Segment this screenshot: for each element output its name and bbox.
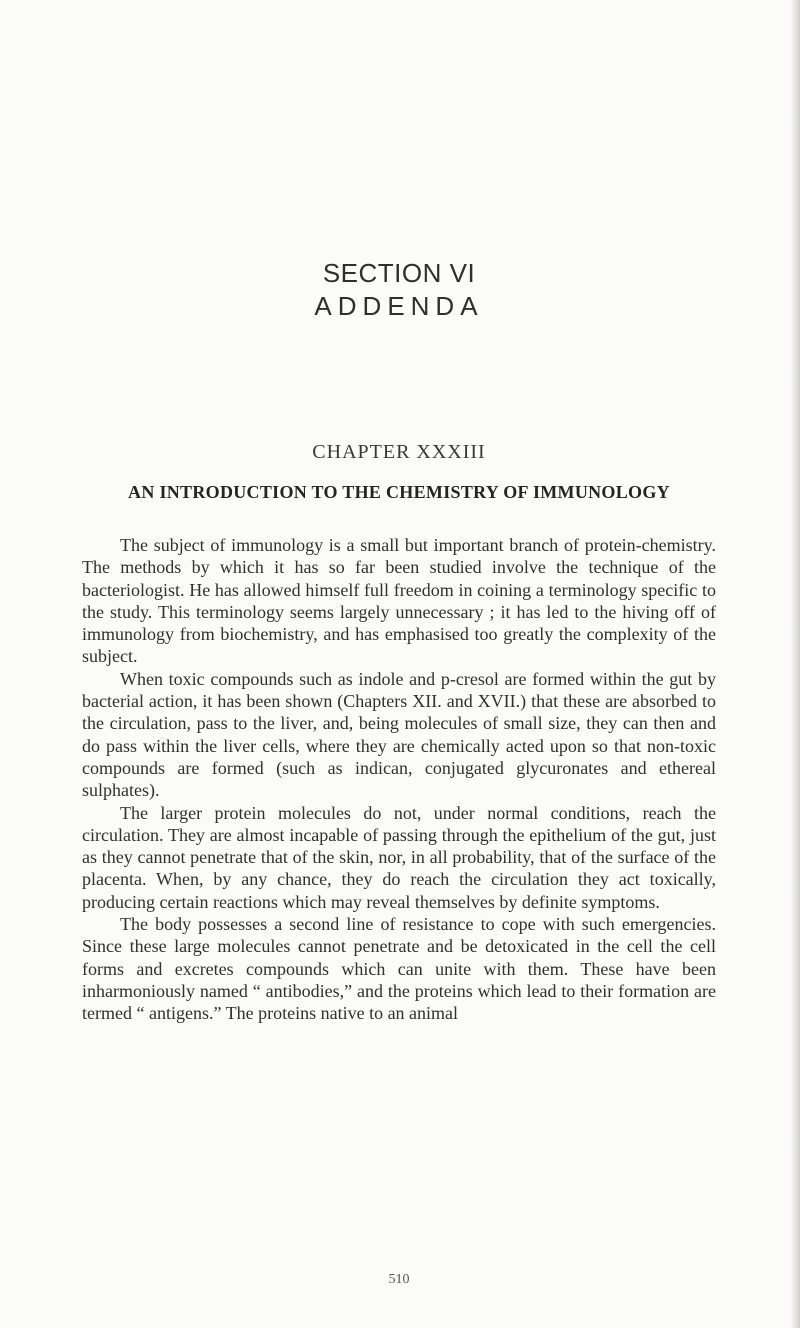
book-page [82, 0, 716, 1328]
chapter-title: AN INTRODUCTION TO THE CHEMISTRY OF IMMUNOLOGY [128, 482, 670, 502]
section-label: SECTION VI [322, 258, 476, 288]
body-text [82, 534, 716, 1025]
paragraph: The body possesses a second line of resistance to cope with such emergencies. Since these large molecules cannot penetrate and be detoxicated in the cell the cell forms and excretes compounds which can unite with them. These have been inharmoniously named “ antibodies,” and the proteins which lead to their formation are termed “ antigens.” The proteins native to an animal [82, 914, 716, 1024]
section-title: ADDENDA [314, 291, 484, 321]
paragraph: The larger protein molecules do not, under normal conditions, reach the circulation. They are almost incapable of passing through the epithelium of the gut, just as they cannot penetrate that of the skin, nor, in all probability, that of the surface of the placenta. When, by any chance, they do reach the circulation they act toxically, producing certain reactions which may reveal themselves by definite symptoms. [82, 802, 716, 912]
chapter-label: CHAPTER XXXIII [312, 441, 486, 463]
paragraph: The subject of immunology is a small but important branch of protein-chemistry. The methods by which it has so far been studied involve the technique of the bacteriologist. He has allowed himself full freedom in coining a terminology specific to the study. This terminology seems largely unnecessary ; it has led to the hiving off of immunology from biochemistry, and has emphasised too greatly the complexity of the subject. [82, 535, 716, 667]
page-edge-shadow [790, 0, 800, 1328]
paragraph: When toxic compounds such as indole and p-cresol are formed within the gut by bacterial action, it has been shown (Chapters XII. and XVII.) that these are absorbed to the circulation, pass to the liver, and, being molecules of small size, they can then and do pass within the liver cells, where they are chemically acted upon so that non-toxic compounds are formed (such as indican, conjugated glycuronates and ethereal sulphates). [82, 668, 716, 801]
page-number: 510 [388, 1272, 410, 1287]
